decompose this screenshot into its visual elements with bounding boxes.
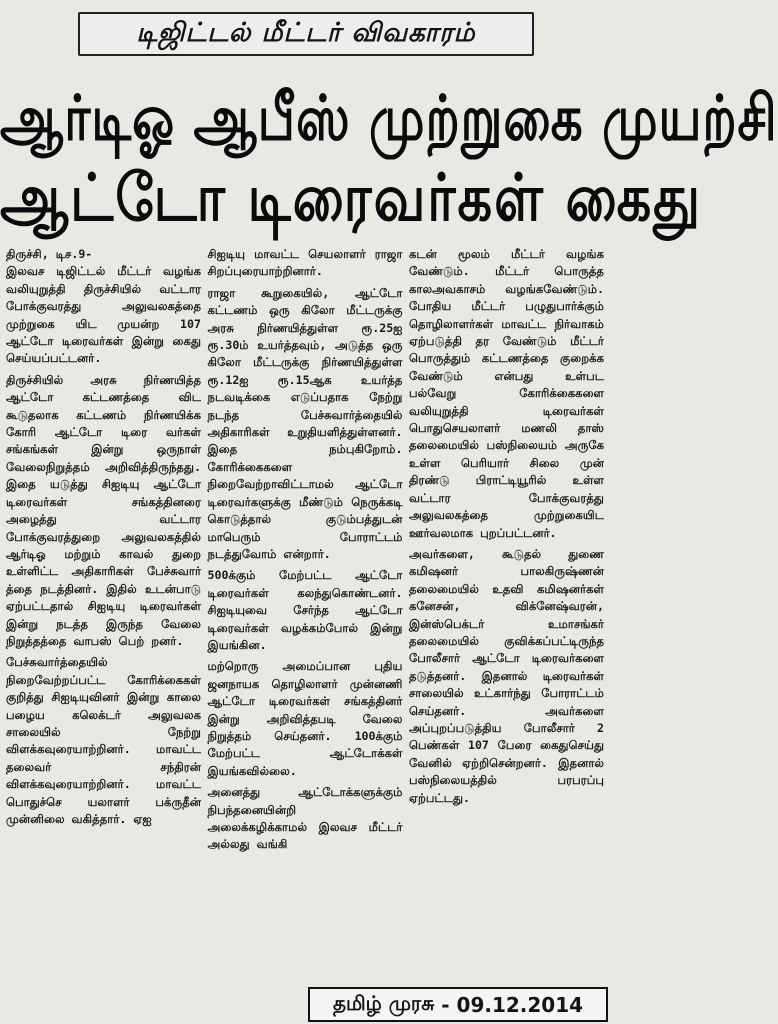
source-date: 09.12.2014	[456, 992, 584, 1017]
paragraph: ராஜா கூறுகையில், ஆட்டோ கட்டணம் ஒரு கிலோ மீட்டருக்கு அரசு நிர்ணயித்துள்ள ரூ.25ஐ ரூ.30ம் உயர்த்தவும், அடுத்த ஒரு கிலோ மீட்டருக்கு நிர்ணயித்துள்ள ரூ.12ஐ ரூ.15ஆக உயர்த்த நடவடிக்கை எடுப்பதாக நேற்று நடந்த பேச்சுவார்த்தையில் அதிகாரிகள் உறுதியளித்துள்ளனர். இதை நம்புகிறோம். கோரிக்கைகளை நிறைவேற்றாவிட்டாமல் ஆட்டோ டிரைவர்களுக்கு மீண்டும் நெருக்கடி கொடுத்தால் குடும்பத்துடன் மாபெரும் போராட்டம் நடத்துவோம் என்றார்.	[207, 285, 403, 561]
paragraph: திருச்சி, டிச.9- இலவச டிஜிட்டல் மீட்டர் வழங்க வலியுறுத்தி திருச்சியில் வட்டார போக்குவரத்து அலுவலகத்தை முற்றுகை யிட முயன்ற 107 ஆட்டோ டிரைவர்கள் இன்று கைது செய்யப்பட்டனர்.	[6, 247, 201, 366]
paragraph: 500க்கும் மேற்பட்ட ஆட்டோ டிரைவர்கள் கலந்துகொண்டனர். சிஐடியுவை சேர்ந்த ஆட்டோ டிரைவர்கள் வழக்கம்போல் இன்று இயங்கின.	[207, 568, 403, 652]
article-column-2	[208, 246, 403, 983]
article-column-1	[6, 246, 201, 983]
kicker-text: டிஜிட்டல் மீட்டர் விவகாரம்	[136, 17, 476, 48]
article-column-3	[409, 246, 604, 983]
kicker-banner	[78, 12, 534, 56]
article-body	[6, 246, 604, 983]
paragraph: கடன் மூலம் மீட்டர் வழங்க வேண்டும். மீட்டர் பொருத்த காலஅவகாசம் வழங்கவேண்டும். போதிய மீட்டர் பழுதுபார்க்கும் தொழிலாளர்கள் மாவட்ட நிர்வாகம் ஏற்படுத்தி தர வேண்டும் மீட்டர் பொருத்தும் கட்டணத்தை குறைக்க வேண்டும் என்பது உள்பட பல்வேறு கோரிக்கைகளை வலியுறுத்தி டிரைவர்கள் பொதுசெயலாளர் மணலி தாஸ் தலைமையில் பஸ்நிலையம் அருகே உள்ள பெரியார் சிலை முன் திரண்டு பிராட்டியூரில் உள்ள வட்டார போக்குவரத்து அலுவலகத்தை முற்றுகையிட ஊர்வலமாக புறப்பட்டனர்.	[409, 247, 604, 540]
paragraph: திருச்சியில் அரசு நிர்ணயித்த ஆட்டோ கட்டணத்தை விட கூடுதலாக கட்டணம் நிர்ணயிக்க கோரி ஆட்டோ டிரை வர்கள் சங்கங்கள் இன்று ஒருநாள் வேலைநிறுத்தம் அறிவித்திருந்தது. இதை யடுத்து சிஐடியு ஆட்டோ டிரைவர்கள் சங்கத்தினரை அழைத்து வட்டார போக்குவரத்துறை அலுவலகத்தில் ஆர்டிஓ மற்றும் காவல் துறை உள்ளிட்ட அதிகாரிகள் பேச்சுவார் த்தை நடத்தினர். இதில் உடன்பாடு ஏற்பட்டதால் சிஐடியு டிரைவர்கள் இன்று நடத்த இருந்த வேலை நிறுத்தத்தை வாபஸ் பெற் றனர்.	[6, 372, 201, 648]
source-name: தமிழ் முரசு	[332, 991, 435, 1015]
headline-line-2: ஆட்டோ டிரைவர்கள் கைது	[0, 160, 703, 236]
paragraph: பேச்சுவார்த்தையில் நிறைவேற்றப்பட்ட கோரிக்கைகள் குறித்து சிஐடியுவினர் இன்று காலை பழைய கலெக்டர் அலுவலக சாலையில் நேற்று விளக்கவுரையாற்றினர். மாவட்ட தலைவர் சந்திரன் விளக்கவுரையாற்றினர். மாவட்ட பொதுச்செ யலாளர் பக்ருதீன் முன்னிலை வகித்தார். ஏஐ	[6, 655, 201, 826]
source-credit	[308, 987, 608, 1022]
paragraph: அவர்களை, கூடுதல் துணை கமிஷனர் பாலகிருஷ்ணன் தலைமையில் உதவி கமிஷனர்கள் கனேசன், விக்னேஷ்வரன், இன்ஸ்பெக்டர் உமாசங்கர் தலைமையில் குவிக்கப்பட்டிருந்த போலீசார் ஆட்டோ டிரைவர்களை தடுத்தனர். இதனால் டிரைவர்கள் சாலையில் உட்கார்ந்து போராட்டம் செய்தனர். அவர்களை அப்புறப்படுத்திய போலீசார் 2 பெண்கள் 107 பேரை கைதுசெய்து வேனில் ஏற்றிசென்றனர். இதனால் பஸ்நிலையத்தில் பரபரப்பு ஏற்பட்டது.	[409, 546, 604, 805]
headline-line-1: ஆர்டிஓ ஆபீஸ் முற்றுகை முயற்சி	[0, 82, 778, 155]
source-separator: -	[434, 992, 457, 1017]
paragraph: சிஐடியு மாவட்ட செயலாளர் ராஜா சிறப்புரையாற்றினார்.	[207, 247, 403, 279]
paragraph: மற்றொரு அமைப்பான புதிய ஜனநாயக தொழிலாளர் முன்னணி ஆட்டோ டிரைவர்கள் சங்கத்தினர் இன்று அறிவித்தபடி வேலை நிறுத்தம் செய்தனர். 100க்கும் மேற்பட்ட ஆட்டோக்கள் இயங்கவில்லை.	[207, 659, 403, 778]
paragraph: அனைத்து ஆட்டோக்களுக்கும் நிபந்தனையின்றி அலைக்கழிக்காமல் இலவச மீட்டர் அல்லது வங்கி	[207, 785, 403, 852]
